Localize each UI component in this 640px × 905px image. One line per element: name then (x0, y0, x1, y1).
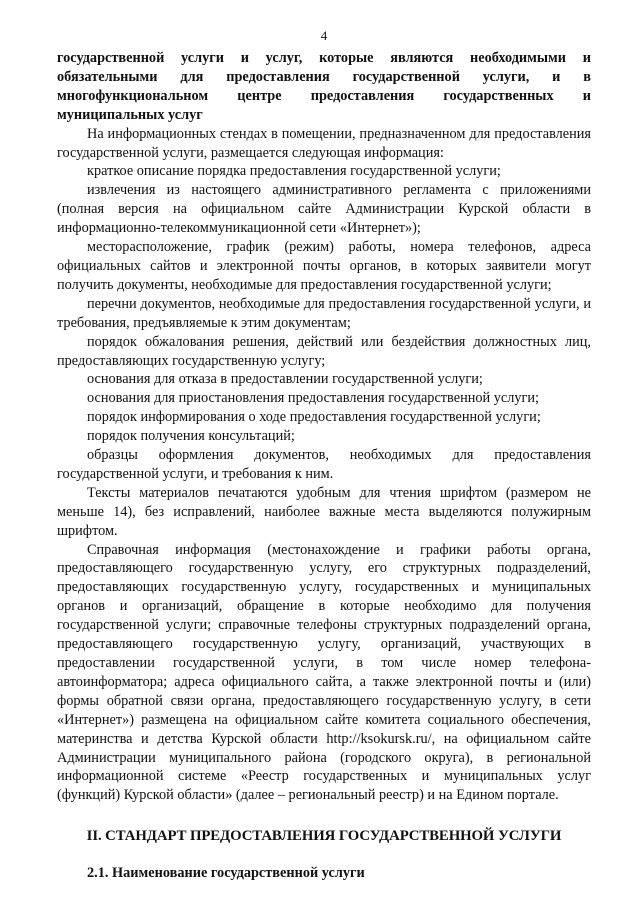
intro-bold-text: государственной услуги и услуг, которые являются необходимыми и обязательными для предоставления государственной услуги, и в многофункциональном центре предоставления государственных и муниципальных услуг (57, 50, 591, 123)
list-item: основания для приостановления предоставления государственной услуги; (87, 390, 540, 407)
list-item: порядок обжалования решения, действий или бездействия должностных лиц, предоставляющих государственную услугу; (57, 333, 591, 369)
document-page (57, 28, 591, 883)
list-item: порядок получения консультаций; (87, 428, 295, 445)
section-heading: II. СТАНДАРТ ПРЕДОСТАВЛЕНИЯ ГОСУДАРСТВЕННОЙ УСЛУГИ (86, 828, 562, 845)
list-item: образцы оформления документов, необходимых для предоставления государственной услуги, и требования к ним. (57, 447, 591, 482)
list-item: порядок информирования о ходе предоставления государственной услуги; (87, 409, 541, 426)
subsection-heading: 2.1. Наименование государственной услуги (87, 865, 365, 882)
list-item: краткое описание порядка предоставления государственной услуги; (87, 163, 501, 180)
list-item: перечни документов, необходимые для предоставления государственной услуги, и требования, предъявляемые к этим документам; (57, 295, 591, 331)
list-item: извлечения из настоящего административного регламента с приложениями (полная версия на официальном сайте Администрации Курской области в информационно-телекоммуникационной сети «Интернет»); (57, 182, 591, 237)
paragraph: На информационных стендах в помещении, предназначенном для предоставления государственной услуги, размещается следующая информация: (57, 125, 591, 161)
paragraph: Справочная информация (местонахождение и графики работы органа, предоставляющего государственную услугу, его структурных подразделений, предоставляющих государственную услугу, государственных и муниципальных органов и организаций, обращение в которые необходимо для получения государственной услуги; справочные телефоны структурных подразделений органа, предоставляющего государственную услугу, организаций, участвующих в предоставлении государственной услуги, в том числе номер телефона-автоинформатора; адреса официального сайта, а также электронной почты и (или) формы обратной связи органа, предоставляющего государственную услугу, в сети «Интернет») размещена на официальном сайте комитета социального обеспечения, материнства и детства Курской области http://ksokursk.ru/, на официальном сайте Администрации муниципального района (городского округа), в региональной информационной системе «Реестр государственных и муниципальных услуг (функций) Курской области» (далее – региональный реестр) и на Едином портале. (57, 541, 591, 804)
page-number: 4 (320, 28, 328, 43)
list-item: месторасположение, график (режим) работы, номера телефонов, адреса официальных сайтов и электронной почты органов, в которых заявители могут получить документы, необходимые для предоставления государственной услуги; (57, 239, 591, 293)
list-item: основания для отказа в предоставлении государственной услуги; (87, 371, 483, 388)
paragraph: Тексты материалов печатаются удобным для чтения шрифтом (размером не меньше 14), без исправлений, наиболее важные места выделяются полужирным шрифтом. (57, 484, 591, 539)
